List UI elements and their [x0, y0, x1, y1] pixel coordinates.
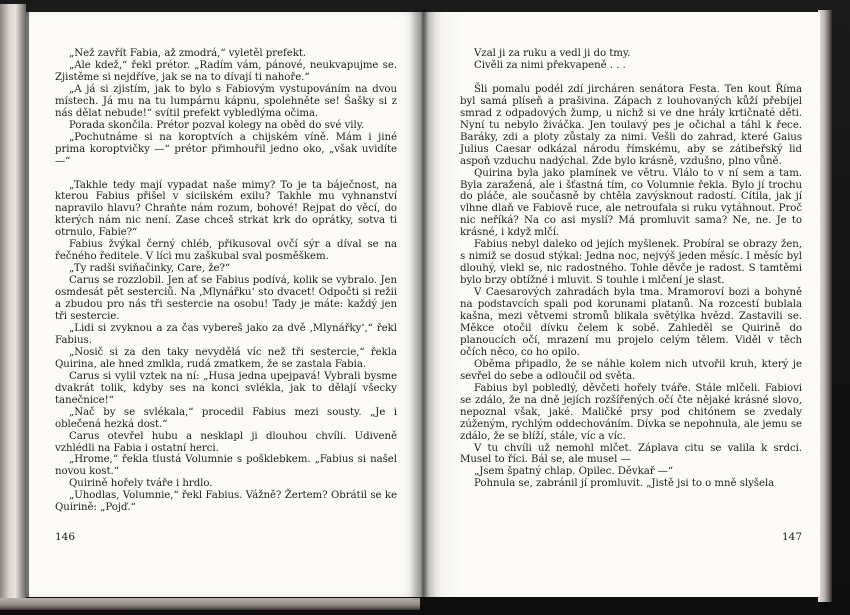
- paragraph: „Ale kdež,“ řekl prétor. „Radím vám, pánové, neukvapujme se. Zjistěme si nejdříve, jak se na to dívají ti nahoře.“: [55, 59, 397, 83]
- paragraph: „Uhodlas, Volumnie,“ řekl Fabius. Vážně? Žertem? Obrátil se ke Quirině: „Pojď.“: [55, 490, 397, 514]
- right-page: [422, 12, 820, 597]
- paragraph: V Caesarových zahradách byla tma. Mramoroví bozi a bohyně na podstavcích spali pod korunami platanů. Na rozcestí bublala kašna, mezi větvemi stromů blikala světýlka hvězd. Zastavili se. Měkce otočil dívku čelem k sobě. Zahleděl se Quirině do planoucích očí, mrazení mu projelo celým tělem. Viděl v těch očích něco, co ho opilo.: [460, 287, 802, 358]
- book-cover-edge-left: [0, 4, 26, 610]
- paragraph: „A já si zjistím, jak to bylo s Fabiovým vystupováním na dvou místech. Já mu na tu lumpárnu kápnu, spolehněte se! Šašky si z nás dělat nebude!“ svítil prefekt vybledlýma očima.: [55, 83, 397, 119]
- section-break: [55, 168, 397, 180]
- paragraph: Carus otevřel hubu a nesklapl ji dlouhou chvíli. Udiveně vzhlédli na Fabia i ostatní herci.: [55, 430, 397, 454]
- paragraph: Civěli za nimi překvapeně . . .: [474, 59, 626, 71]
- paragraph: Quirina byla jako plamínek ve větru. Vlálo to v ní sem a tam. Byla zaražená, ale i šťastná tím, co Volumnie řekla. Bylo jí trochu do pláče, ale současně by chtěla zavýsknout radostí. Cítila, jak jí vlhne dlaň ve Fabiově ruce, ale netroufala si ruku vytáhnout. Proč nic neříká? Na co asi myslí? Má promluvit sama? Ne, ne. Je to krásné, i když mlčí.: [460, 167, 802, 239]
- paragraph: Pohnula se, zabránil jí promluvit. „Jistě jsi to o mně slyšela: [474, 478, 775, 490]
- paragraph: Porada skončila. Prétor pozval kolegy na oběd do své vily.: [69, 119, 365, 131]
- paragraph: Šli pomalu podél zdí jircháren senátora Festa. Ten kout Říma byl samá plíseň a prašivina. Zápach z louhovaných kůží přebíjel smrad z odpadových žump, u nichž si ve dne hrály krtičnaté děti. Nyní tu nebylo živáčka. Jen toulavý pes je očichal a táhl k řece. Baráky, zdi a ploty zůstaly za nimi. Vešli do zahrad, které Gaius Julius Caesar odkázal národu římskému, aby se zátibeřský lid aspoň vzduchu nadýchal. Zde bylo krásně, vzdušno, plno vůně.: [460, 83, 802, 167]
- paragraph: Fabius byl pobledlý, děvčeti hořely tváře. Stále mlčeli. Fabiovi se zdálo, že na dně jejích rozšířených očí čte nějaké krásné slovo, nepoznal však, jaké. Maličké prsy pod chitónem se zvedaly zúženým, rychlým oddechováním. Dívka se nepohnula, ale jemu se zdálo, že se blíží, stále, víc a víc.: [460, 382, 802, 442]
- book-cover-edge-bottom: [0, 598, 420, 610]
- paragraph: Carus se rozzlobil. Jen ať se Fabius podívá, kolik se vybralo. Jen osmdesát pět sesterciů. Na ‚Mlynářku‘ sto dvacet! Odpočti si režii a zbudou pro nás tři sestercie na osobu! Tady je máte: každý jen tři sestercie.: [55, 275, 397, 323]
- paragraph: „Lidi si zvyknou a za čas vybereš jako za dvě ‚Mlynářky‘,“ řekl Fabius.: [55, 322, 397, 346]
- paragraph: „Nač by se svlékala,“ procedil Fabius mezi sousty. „Je i oblečená hezká dost.“: [55, 406, 397, 430]
- left-page: [26, 12, 422, 597]
- paragraph: Fabius nebyl daleko od jejích myšlenek. Probíral se obrazy žen, s nimiž se dosud stýkal: Jedna noc, nejvýš jeden měsíc. I měsíc byl dlouhý, vlekl se, nic radostného. Tohle děvče je radost. S tamtěmi bylo brzy obtížné i mluvit. S touhle i mlčení je slast.: [460, 239, 802, 287]
- section-break: [460, 72, 802, 84]
- paragraph: Carus si vylil vztek na ní: „Husa jedna upejpavá! Vybrali bysme dvakrát tolik, kdyby ses na konci svlékla, jak to dělají všecky tanečnice!“: [55, 370, 397, 406]
- paragraph: Quirině hořely tváře i hrdlo.: [69, 478, 213, 490]
- paragraph: „Nosič si za den taky nevydělá víc než tři sestercie,“ řekla Quirina, ale hned zmlkla, rudá zmatkem, že se zastala Fabia.: [55, 346, 397, 370]
- left-page-text: [55, 48, 397, 514]
- page-stack-edge-right: [818, 10, 832, 602]
- page-number: 147: [781, 531, 802, 543]
- paragraph: V tu chvíli už nemohl mlčet. Záplava citu se valila k srdci. Musel to říci. Bál se, ale musel —: [460, 442, 802, 466]
- paragraph: Fabius žvýkal černý chléb, přikusoval ovčí sýr a díval se na řečného ředitele. V líci mu zaškubal sval posměškem.: [55, 239, 397, 263]
- paragraph: Oběma připadlo, že se náhle kolem nich utvořil kruh, který je sevřel do sebe a odloučil od světa.: [460, 358, 802, 382]
- paragraph: „Než zavřít Fabia, až zmodrá,“ vyletěl prefekt.: [69, 48, 307, 59]
- paragraph: „Ty radši sviňačinky, Care, že?“: [69, 263, 231, 275]
- paragraph: „Pochutnáme si na koroptvích a chijském víně. Mám i jiné prima koroptvičky —“ prétor přimhouřil jedno oko, „však uvidíte —“: [55, 131, 397, 167]
- paragraph: „Hrome,“ řekla tlustá Volumnie s pošklebkem. „Fabius si našel novou kost.“: [55, 454, 397, 478]
- paragraph: „Jsem špatný chlap. Opilec. Děvkař —“: [474, 466, 674, 478]
- page-number: 146: [55, 531, 76, 543]
- paragraph: „Takhle tedy mají vypadat naše mimy? To je ta báječnost, na kterou Fabius přišel v sicilském exilu? Takhle mu vyhnanství napravilo hlavu? Chraňte nám rozum, bohové! Rejpat do věcí, do kterých nám nic není. Zase chceš strkat krk do oprátky, sotva ti otrnulo, Fabie?“: [55, 179, 397, 239]
- paragraph: Vzal ji za ruku a vedl ji do tmy.: [474, 48, 631, 59]
- right-page-text: [460, 48, 802, 490]
